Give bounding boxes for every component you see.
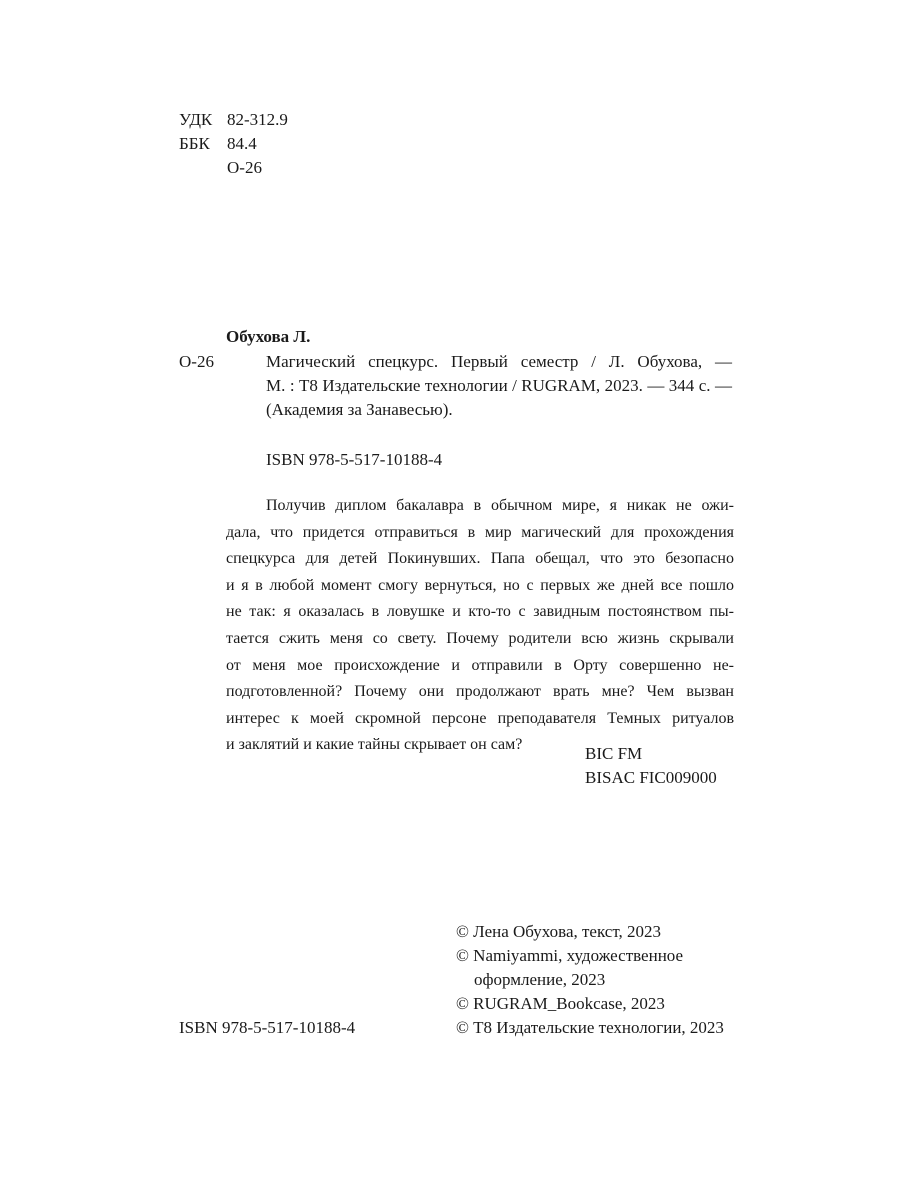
author-sign-label — [179, 156, 227, 180]
author-sign-value: О-26 — [227, 158, 262, 177]
annotation-line: и заклятий и какие тайны скрывает он сам? — [226, 736, 523, 754]
record-isbn: ISBN 978-5-517-10188-4 — [266, 450, 443, 469]
copyright-line: © RUGRAM_Bookcase, 2023 — [456, 994, 665, 1013]
subject-codes — [585, 742, 717, 790]
record-description — [266, 350, 732, 422]
bbk-row — [179, 132, 288, 156]
copyright-line: © Namiyammi, художественное — [456, 946, 684, 965]
udk-label: УДК — [179, 110, 213, 129]
classification-block — [179, 108, 288, 180]
footer-isbn: ISBN 978-5-517-10188-4 — [179, 1018, 356, 1037]
record-author: Обухова Л. — [226, 327, 311, 346]
annotation-paragraph — [226, 493, 734, 759]
annotation-line: подготовленной? Почему они продолжают врать мне? Чем вызван — [226, 683, 734, 701]
record-line: (Академия за Занавесью). — [266, 400, 453, 419]
annotation-line: и я в любой момент смогу вернуться, но с первых же дней все пошло — [226, 576, 734, 594]
annotation-line: не так: я оказалась в ловушке и кто-то с завидным постоянством пы- — [226, 603, 734, 621]
bisac-code: BISAC FIC009000 — [585, 768, 717, 787]
annotation-line: от меня мое происхождение и отправили в Орту совершенно не- — [226, 656, 734, 674]
annotation-line: спецкурса для детей Покинувших. Папа обещал, что это безопасно — [226, 550, 734, 568]
annotation-line: интерес к моей скромной персоне преподавателя Темных ритуалов — [226, 709, 734, 727]
author-sign-row — [179, 156, 288, 180]
annotation-line: дала, что придется отправиться в мир магический для прохождения — [226, 523, 734, 541]
record-line: М. : Т8 Издательские технологии / RUGRAM, 2023. — 344 с. — — [266, 376, 732, 395]
copyright-line: оформление, 2023 — [474, 970, 606, 989]
udk-row — [179, 108, 288, 132]
bic-code: BIC FM — [585, 744, 643, 763]
bbk-label: ББК — [179, 134, 210, 153]
copyright-block — [456, 920, 756, 1040]
annotation-line: Получив диплом бакалавра в обычном мире, я никак не ожи- — [266, 497, 734, 514]
copyright-line: © Лена Обухова, текст, 2023 — [456, 922, 662, 941]
annotation-line: тается сжить меня со свету. Почему родители всю жизнь скрывали — [226, 629, 734, 647]
copyright-line: © Т8 Издательские технологии, 2023 — [456, 1018, 724, 1037]
udk-value: 82-312.9 — [227, 110, 288, 129]
bbk-value: 84.4 — [227, 134, 257, 153]
record-author-code: О-26 — [179, 352, 214, 371]
record-line: Магический спецкурс. Первый семестр / Л. Обухова, — — [266, 352, 732, 371]
